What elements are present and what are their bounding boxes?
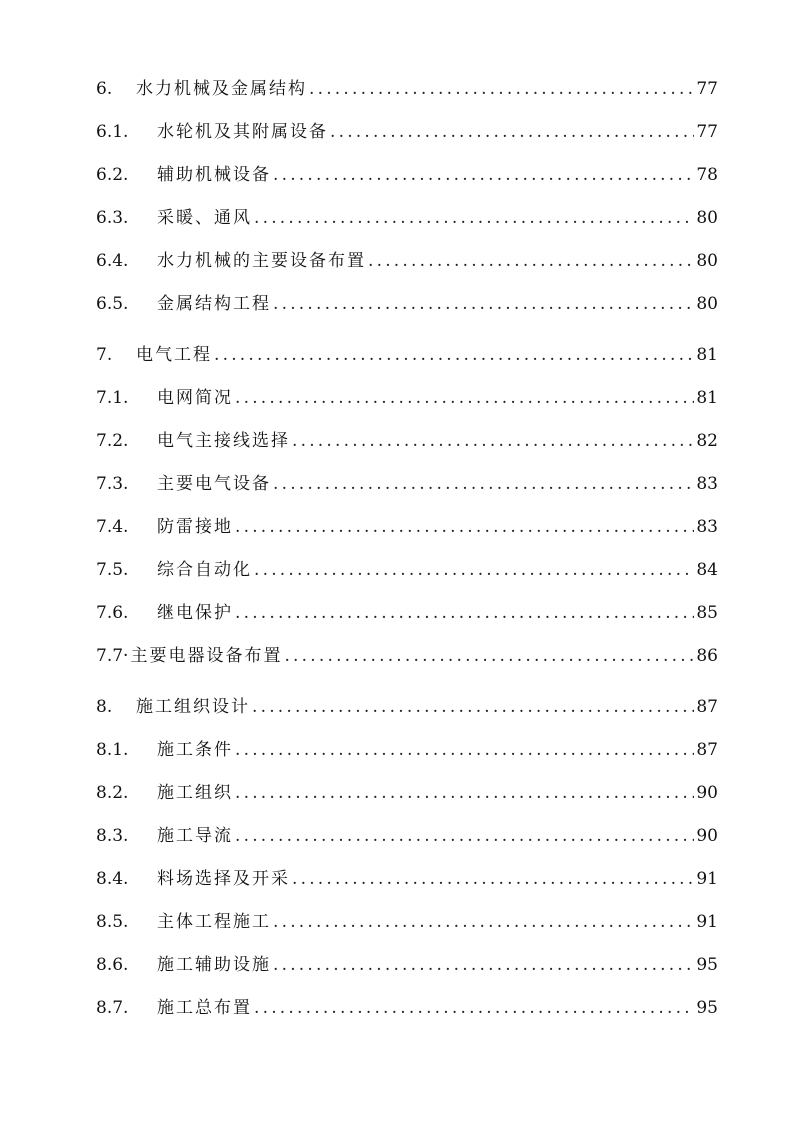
- toc-title: 水力机械的主要设备布置: [157, 251, 366, 271]
- toc-entry-8-4[interactable]: [96, 866, 718, 892]
- toc-entry-7-6[interactable]: [96, 600, 718, 626]
- toc-entry-8-2[interactable]: [96, 780, 718, 806]
- toc-title: 料场选择及开采: [157, 869, 290, 889]
- dot-leader: [235, 600, 694, 626]
- dot-leader: [235, 385, 694, 411]
- toc-entry-6-4[interactable]: [96, 248, 718, 274]
- toc-title: 电气工程: [136, 345, 212, 365]
- toc-number: 8.: [96, 697, 113, 717]
- toc-number: 7.4.: [96, 517, 129, 537]
- toc-entry-8-5[interactable]: [96, 909, 718, 935]
- toc-number: 8.5.: [96, 912, 129, 932]
- toc-page-number: 87: [696, 740, 718, 760]
- toc-page-number: 83: [696, 474, 718, 494]
- toc-page-number: 91: [696, 869, 718, 889]
- toc-title: 施工组织: [157, 783, 233, 803]
- toc-page-number: 80: [696, 208, 718, 228]
- dot-leader: [235, 737, 694, 763]
- toc-page-number: 80: [696, 294, 718, 314]
- dot-leader: [330, 119, 694, 145]
- toc-title: 施工条件: [157, 740, 233, 760]
- toc-page-number: 83: [696, 517, 718, 537]
- toc-entry-8-3[interactable]: [96, 823, 718, 849]
- dot-leader: [214, 342, 694, 368]
- toc-page-number: 90: [696, 783, 718, 803]
- toc-title: 继电保护: [157, 603, 233, 623]
- toc-title: 金属结构工程: [157, 294, 271, 314]
- toc-title: 水轮机及其附属设备: [157, 122, 328, 142]
- toc-title: 防雷接地: [157, 517, 233, 537]
- toc-page-number: 80: [696, 251, 718, 271]
- toc-title: 施工辅助设施: [157, 955, 271, 975]
- toc-title: 主要电气设备: [157, 474, 271, 494]
- toc-page-number: 78: [696, 165, 718, 185]
- toc-title: 主要电器设备布置: [130, 646, 283, 666]
- dot-leader: [309, 76, 694, 102]
- toc-entry-7-5[interactable]: [96, 557, 718, 583]
- toc-number: 7.7·: [96, 646, 129, 666]
- dot-leader: [292, 866, 694, 892]
- toc-page-number: 84: [696, 560, 718, 580]
- toc-number: 6.: [96, 79, 113, 99]
- toc-page-number: 90: [696, 826, 718, 846]
- toc-entry-7-1[interactable]: [96, 385, 718, 411]
- toc-entry-8[interactable]: [96, 694, 718, 720]
- toc-entry-7-4[interactable]: [96, 514, 718, 540]
- dot-leader: [273, 909, 694, 935]
- toc-number: 6.4.: [96, 251, 129, 271]
- toc-entry-8-6[interactable]: [96, 952, 718, 978]
- toc-page-number: 87: [696, 697, 718, 717]
- toc-entry-7-3[interactable]: [96, 471, 718, 497]
- toc-entry-6-1[interactable]: [96, 119, 718, 145]
- toc-page-number: 95: [696, 998, 718, 1018]
- toc-title: 施工总布置: [157, 998, 252, 1018]
- dot-leader: [254, 557, 694, 583]
- toc-number: 6.2.: [96, 165, 129, 185]
- toc-number: 7.5.: [96, 560, 129, 580]
- dot-leader: [273, 291, 694, 317]
- toc-number: 8.1.: [96, 740, 129, 760]
- toc-number: 6.3.: [96, 208, 129, 228]
- dot-leader: [273, 162, 694, 188]
- toc-number: 7.6.: [96, 603, 129, 623]
- dot-leader: [235, 823, 694, 849]
- toc-title: 采暖、通风: [157, 208, 252, 228]
- toc-number: 6.5.: [96, 294, 129, 314]
- toc-page-number: 81: [696, 388, 718, 408]
- table-of-contents: [96, 76, 718, 1021]
- toc-page-number: 82: [696, 431, 718, 451]
- toc-title: 电气主接线选择: [157, 431, 290, 451]
- dot-leader: [235, 514, 694, 540]
- toc-number: 7.2.: [96, 431, 129, 451]
- dot-leader: [368, 248, 694, 274]
- toc-page-number: 86: [696, 646, 718, 666]
- toc-number: 8.7.: [96, 998, 129, 1018]
- toc-entry-8-1[interactable]: [96, 737, 718, 763]
- toc-number: 6.1.: [96, 122, 129, 142]
- toc-page-number: 85: [696, 603, 718, 623]
- dot-leader: [254, 995, 694, 1021]
- toc-title: 辅助机械设备: [157, 165, 271, 185]
- toc-entry-6[interactable]: [96, 76, 718, 102]
- dot-leader: [292, 428, 694, 454]
- toc-page-number: 91: [696, 912, 718, 932]
- toc-title: 水力机械及金属结构: [136, 79, 307, 99]
- toc-number: 8.3.: [96, 826, 129, 846]
- toc-number: 7.1.: [96, 388, 129, 408]
- dot-leader: [254, 205, 694, 231]
- toc-number: 8.4.: [96, 869, 129, 889]
- toc-entry-8-7[interactable]: [96, 995, 718, 1021]
- toc-number: 8.2.: [96, 783, 129, 803]
- toc-page-number: 81: [696, 345, 718, 365]
- toc-title: 综合自动化: [157, 560, 252, 580]
- toc-title: 施工导流: [157, 826, 233, 846]
- toc-number: 8.6.: [96, 955, 129, 975]
- toc-entry-6-2[interactable]: [96, 162, 718, 188]
- toc-number: 7.: [96, 345, 113, 365]
- toc-entry-7-2[interactable]: [96, 428, 718, 454]
- toc-page-number: 95: [696, 955, 718, 975]
- toc-page-number: 77: [696, 79, 718, 99]
- toc-entry-7-7[interactable]: [96, 643, 718, 669]
- toc-title: 主体工程施工: [157, 912, 271, 932]
- toc-page-number: 77: [696, 122, 718, 142]
- dot-leader: [284, 643, 694, 669]
- toc-title: 施工组织设计: [136, 697, 250, 717]
- dot-leader: [252, 694, 694, 720]
- toc-entry-6-3[interactable]: [96, 205, 718, 231]
- dot-leader: [273, 471, 694, 497]
- toc-title: 电网简况: [157, 388, 233, 408]
- dot-leader: [273, 952, 694, 978]
- toc-entry-7[interactable]: [96, 342, 718, 368]
- dot-leader: [235, 780, 694, 806]
- toc-entry-6-5[interactable]: [96, 291, 718, 317]
- toc-number: 7.3.: [96, 474, 129, 494]
